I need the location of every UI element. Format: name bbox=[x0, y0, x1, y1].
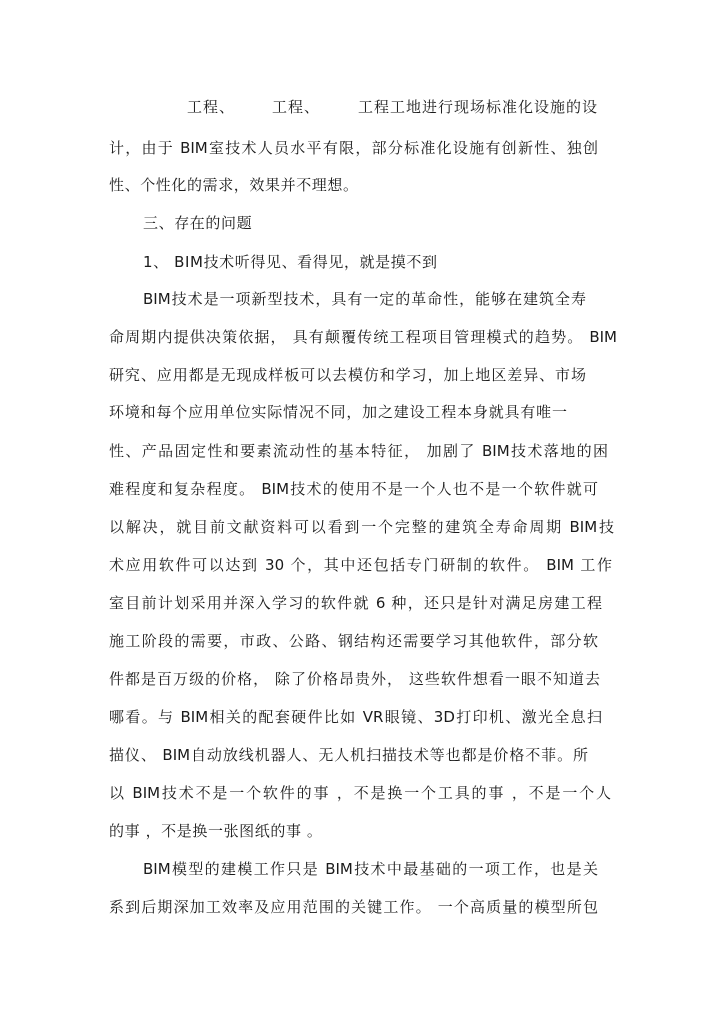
text-segment: 工程、 bbox=[187, 98, 236, 116]
subsection-heading: 1、 BIM技术听得见、看得见，就是摸不到 bbox=[143, 253, 438, 271]
section-heading: 三、存在的问题 bbox=[143, 214, 253, 232]
text-line: 难程度和复杂程度。 BIM技术的使用不是一个人也不是一个软件就可 bbox=[109, 480, 598, 498]
text-line: 室目前计划采用并深入学习的软件就 6 种，还只是针对满足房建工程 bbox=[109, 594, 602, 612]
text-line: 性、个性化的需求，效果并不理想。 bbox=[109, 176, 359, 194]
text-line: BIM模型的建模工作只是 BIM技术中最基础的一项工作，也是关 bbox=[143, 860, 598, 878]
text-line: 施工阶段的需要，市政、公路、钢结构还需要学习其他软件，部分软 bbox=[109, 632, 598, 650]
text-line: 环境和每个应用单位实际情况不同，加之建设工程本身就具有唯一 bbox=[109, 403, 567, 421]
text-line: BIM技术是一项新型技术，具有一定的革命性，能够在建筑全寿 bbox=[143, 290, 586, 308]
text-line: 件都是百万级的价格， 除了价格昂贵外， 这些软件想看一眼不知道去 bbox=[109, 670, 600, 688]
text-line: 以解决，就目前文献资料可以看到一个完整的建筑全寿命周期 BIM技 bbox=[109, 518, 614, 536]
text-segment: 工程、 bbox=[272, 98, 321, 116]
text-line: 描仪、 BIM自动放线机器人、无人机扫描技术等也都是价格不菲。所 bbox=[109, 746, 588, 764]
text-line: 以 BIM技术不是一个软件的事 ，不是换一个工具的事 ，不是一个人 bbox=[109, 784, 611, 802]
text-line: 性、产品固定性和要素流动性的基本特征， 加剧了 BIM技术落地的困 bbox=[109, 442, 608, 460]
text-line: 计，由于 BIM室技术人员水平有限，部分标准化设施有创新性、独创 bbox=[109, 139, 598, 157]
text-segment: 工程工地进行现场标准化设施的设 bbox=[358, 98, 599, 116]
text-line: 研究、应用都是无现成样板可以去模仿和学习，加上地区差异、市场 bbox=[109, 366, 586, 384]
text-line: 的事 ，不是换一张图纸的事 。 bbox=[109, 822, 323, 840]
text-line: 系到后期深加工效率及应用范围的关键工作。 一个高质量的模型所包 bbox=[109, 898, 598, 916]
text-line: 命周期内提供决策依据， 具有颠覆传统工程项目管理模式的趋势。 BIM bbox=[109, 328, 617, 346]
text-line: 哪看。与 BIM相关的配套硬件比如 VR眼镜、3D打印机、激光全息扫 bbox=[109, 708, 602, 726]
text-line: 术应用软件可以达到 30 个，其中还包括专门研制的软件。 BIM 工作 bbox=[109, 556, 612, 574]
